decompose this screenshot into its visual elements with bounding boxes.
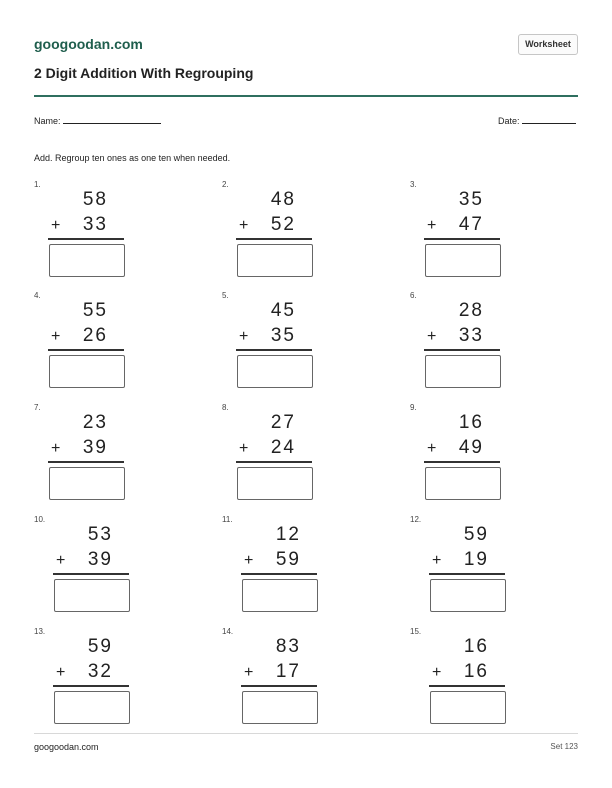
- sum-line: [429, 685, 505, 687]
- problem: [222, 291, 312, 391]
- answer-box[interactable]: [425, 355, 501, 388]
- problem-number: 1.: [34, 180, 41, 189]
- addend-top: 59: [87, 636, 113, 657]
- addend-bottom: 26: [82, 325, 108, 346]
- brand-logo: googoodan.com: [34, 36, 143, 52]
- plus-sign: +: [427, 328, 437, 345]
- answer-box[interactable]: [425, 244, 501, 277]
- answer-box[interactable]: [49, 244, 125, 277]
- sum-line: [236, 238, 312, 240]
- addend-bottom: 17: [275, 661, 301, 682]
- addend-bottom: 35: [270, 325, 296, 346]
- sum-line: [53, 685, 129, 687]
- answer-box[interactable]: [242, 691, 318, 724]
- sum-line: [236, 461, 312, 463]
- addend-top: 16: [458, 412, 484, 433]
- problem-number: 2.: [222, 180, 229, 189]
- addend-top: 48: [270, 189, 296, 210]
- plus-sign: +: [427, 217, 437, 234]
- addend-top: 53: [87, 524, 113, 545]
- addend-bottom: 33: [82, 214, 108, 235]
- answer-box[interactable]: [49, 467, 125, 500]
- sum-line: [48, 461, 124, 463]
- plus-sign: +: [56, 552, 66, 569]
- plus-sign: +: [239, 217, 249, 234]
- problem-number: 6.: [410, 291, 417, 300]
- sum-line: [429, 573, 505, 575]
- problem-number: 10.: [34, 515, 46, 524]
- problem: [222, 515, 317, 615]
- addend-bottom: 39: [82, 437, 108, 458]
- problem-number: 8.: [222, 403, 229, 412]
- sum-line: [424, 238, 500, 240]
- date-field: [498, 114, 576, 126]
- problem: [34, 515, 129, 615]
- sum-line: [48, 349, 124, 351]
- sum-line: [241, 573, 317, 575]
- plus-sign: +: [51, 440, 61, 457]
- plus-sign: +: [432, 664, 442, 681]
- problem: [222, 627, 317, 727]
- sum-line: [236, 349, 312, 351]
- date-label: Date:: [498, 116, 520, 126]
- addend-top: 12: [275, 524, 301, 545]
- answer-box[interactable]: [49, 355, 125, 388]
- name-label: Name:: [34, 116, 61, 126]
- addend-top: 59: [463, 524, 489, 545]
- problem-number: 9.: [410, 403, 417, 412]
- plus-sign: +: [239, 328, 249, 345]
- addend-bottom: 32: [87, 661, 113, 682]
- addend-top: 35: [458, 189, 484, 210]
- answer-box[interactable]: [237, 355, 313, 388]
- addend-bottom: 33: [458, 325, 484, 346]
- problem: [34, 291, 124, 391]
- problem: [410, 515, 505, 615]
- plus-sign: +: [239, 440, 249, 457]
- sum-line: [53, 573, 129, 575]
- date-blank[interactable]: [522, 114, 576, 124]
- problem: [34, 403, 124, 503]
- sum-line: [424, 349, 500, 351]
- addend-bottom: 16: [463, 661, 489, 682]
- worksheet-badge: Worksheet: [518, 34, 578, 55]
- footer-brand: googoodan.com: [34, 742, 99, 752]
- answer-box[interactable]: [237, 467, 313, 500]
- plus-sign: +: [244, 552, 254, 569]
- name-field: [34, 114, 161, 126]
- problem-number: 14.: [222, 627, 234, 636]
- addend-bottom: 24: [270, 437, 296, 458]
- plus-sign: +: [432, 552, 442, 569]
- problem: [410, 291, 500, 391]
- problem: [34, 180, 124, 280]
- problem: [410, 180, 500, 280]
- answer-box[interactable]: [430, 691, 506, 724]
- addend-bottom: 59: [275, 549, 301, 570]
- problem-number: 3.: [410, 180, 417, 189]
- addend-top: 45: [270, 300, 296, 321]
- page-title: 2 Digit Addition With Regrouping: [34, 65, 254, 81]
- problem-number: 15.: [410, 627, 422, 636]
- addend-top: 16: [463, 636, 489, 657]
- addend-top: 83: [275, 636, 301, 657]
- problem-number: 12.: [410, 515, 422, 524]
- problem-number: 13.: [34, 627, 46, 636]
- answer-box[interactable]: [237, 244, 313, 277]
- addend-top: 23: [82, 412, 108, 433]
- problem: [34, 627, 129, 727]
- answer-box[interactable]: [430, 579, 506, 612]
- addend-top: 28: [458, 300, 484, 321]
- plus-sign: +: [427, 440, 437, 457]
- addend-top: 27: [270, 412, 296, 433]
- footer-divider: [34, 733, 578, 734]
- answer-box[interactable]: [242, 579, 318, 612]
- problem: [222, 403, 312, 503]
- plus-sign: +: [56, 664, 66, 681]
- answer-box[interactable]: [54, 691, 130, 724]
- problem: [410, 403, 500, 503]
- plus-sign: +: [244, 664, 254, 681]
- footer-set-number: Set 123: [550, 742, 578, 751]
- instructions: Add. Regroup ten ones as one ten when needed.: [34, 153, 231, 163]
- title-divider: [34, 95, 578, 97]
- problem: [410, 627, 505, 727]
- answer-box[interactable]: [425, 467, 501, 500]
- problem: [222, 180, 312, 280]
- sum-line: [424, 461, 500, 463]
- problem-number: 7.: [34, 403, 41, 412]
- addend-top: 55: [82, 300, 108, 321]
- addend-top: 58: [82, 189, 108, 210]
- sum-line: [241, 685, 317, 687]
- addend-bottom: 39: [87, 549, 113, 570]
- plus-sign: +: [51, 328, 61, 345]
- addend-bottom: 49: [458, 437, 484, 458]
- plus-sign: +: [51, 217, 61, 234]
- answer-box[interactable]: [54, 579, 130, 612]
- addend-bottom: 47: [458, 214, 484, 235]
- sum-line: [48, 238, 124, 240]
- problem-number: 4.: [34, 291, 41, 300]
- name-blank[interactable]: [63, 114, 161, 124]
- addend-bottom: 19: [463, 549, 489, 570]
- problem-number: 11.: [222, 515, 233, 524]
- problem-number: 5.: [222, 291, 229, 300]
- addend-bottom: 52: [270, 214, 296, 235]
